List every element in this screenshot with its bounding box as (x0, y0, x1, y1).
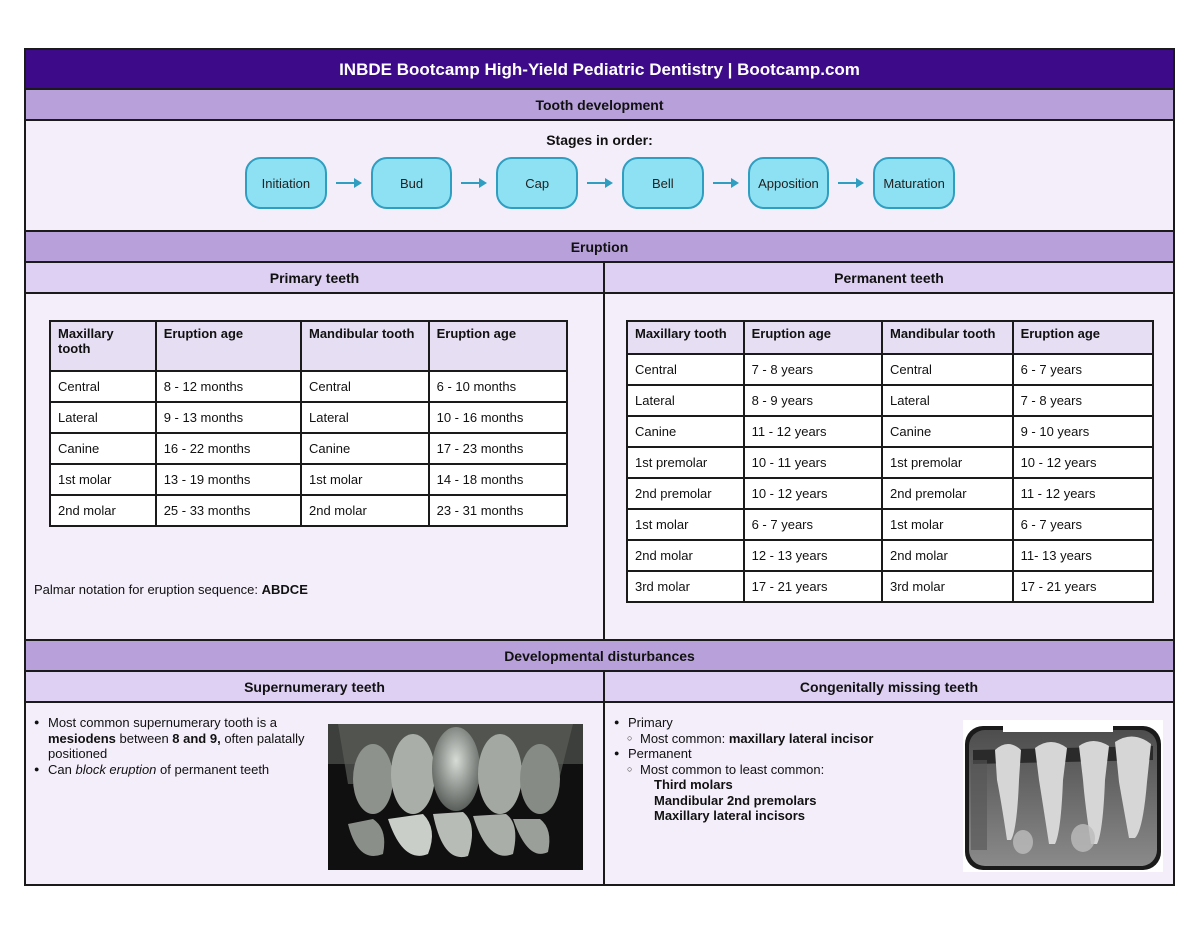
table-row (50, 402, 567, 433)
text: of permanent teeth (156, 761, 270, 777)
right-arrow-icon (327, 157, 371, 209)
column-header: Maxillary tooth (627, 321, 744, 354)
right-arrow-icon (452, 157, 496, 209)
table-cell: 1st molar (50, 464, 156, 495)
palmar-label: Palmar notation for eruption sequence: (34, 582, 262, 597)
table-cell: Canine (50, 433, 156, 464)
supernumerary-list (34, 715, 309, 777)
table-cell: 12 - 13 years (744, 540, 882, 571)
column-header: Mandibular tooth (301, 321, 429, 371)
table-row (627, 354, 1153, 385)
stage-cap: Cap (496, 157, 578, 209)
missing-order-2: Mandibular 2nd premolars (654, 792, 817, 808)
mesiodens-term: mesiodens (48, 730, 116, 746)
missing-primary-sub (614, 731, 954, 747)
table-cell: 1st premolar (882, 447, 1013, 478)
table-row (627, 478, 1153, 509)
text: between (115, 730, 173, 746)
palmar-value: ABDCE (261, 582, 308, 597)
table-cell: 1st premolar (627, 447, 744, 478)
table-cell: 10 - 16 months (429, 402, 567, 433)
missing-order-1: Third molars (654, 777, 733, 792)
column-header: Maxillary tooth (50, 321, 156, 371)
palmar-note (34, 582, 308, 597)
stage-bud: Bud (371, 157, 453, 209)
missing-teeth-header: Congenitally missing teeth (605, 672, 1173, 703)
table-cell: Canine (301, 433, 429, 464)
permanent-teeth-header: Permanent teeth (605, 263, 1173, 294)
stage-apposition: Apposition (748, 157, 830, 209)
supernumerary-header: Supernumerary teeth (26, 672, 603, 703)
table-row (627, 540, 1153, 571)
table-row (50, 371, 567, 402)
table-cell: 8 - 9 years (744, 385, 882, 416)
permanent-eruption-table (626, 320, 1154, 603)
disturbances-divider (603, 672, 605, 886)
mandibular-xray-image (963, 720, 1163, 872)
table-cell: 10 - 11 years (744, 447, 882, 478)
table-row (50, 464, 567, 495)
table-cell: 11 - 12 years (744, 416, 882, 447)
table-cell: 7 - 8 years (744, 354, 882, 385)
table-cell: 14 - 18 months (429, 464, 567, 495)
stages-label: Stages in order: (546, 132, 653, 148)
section-eruption-header: Eruption (26, 230, 1173, 263)
stage-maturation: Maturation (873, 157, 955, 209)
supernumerary-bullet-2 (34, 762, 309, 778)
table-cell: Canine (627, 416, 744, 447)
table-cell: 2nd molar (627, 540, 744, 571)
mesiodens-radiograph-image (328, 724, 583, 870)
table-cell: Lateral (301, 402, 429, 433)
table-cell: 17 - 23 months (429, 433, 567, 464)
column-header: Mandibular tooth (882, 321, 1013, 354)
text: Most common supernumerary tooth is a (48, 715, 278, 730)
table-row (50, 433, 567, 464)
table-cell: 10 - 12 years (744, 478, 882, 509)
table-cell: 6 - 10 months (429, 371, 567, 402)
section-disturbances-header: Developmental disturbances (26, 639, 1173, 672)
table-cell: 6 - 7 years (744, 509, 882, 540)
table-cell: Lateral (627, 385, 744, 416)
column-header: Eruption age (429, 321, 567, 371)
table-cell: 3rd molar (882, 571, 1013, 602)
section-tooth-development-header: Tooth development (26, 88, 1173, 121)
column-header: Eruption age (1013, 321, 1153, 354)
table-cell: 9 - 13 months (156, 402, 301, 433)
eruption-divider (603, 263, 605, 639)
table-cell: 1st molar (627, 509, 744, 540)
column-header: Eruption age (156, 321, 301, 371)
table-cell: Central (882, 354, 1013, 385)
missing-permanent-item: ● Permanent (614, 746, 954, 762)
cheat-sheet (24, 48, 1175, 886)
table-cell: 2nd premolar (882, 478, 1013, 509)
table-cell: 16 - 22 months (156, 433, 301, 464)
table-cell: Lateral (882, 385, 1013, 416)
table-cell: 2nd molar (50, 495, 156, 526)
primary-teeth-header: Primary teeth (26, 263, 603, 294)
table-cell: 9 - 10 years (1013, 416, 1153, 447)
stage-bell: Bell (622, 157, 704, 209)
table-row (627, 385, 1153, 416)
table-cell: 2nd premolar (627, 478, 744, 509)
supernumerary-bullet-1 (34, 715, 309, 762)
table-cell: 6 - 7 years (1013, 509, 1153, 540)
table-cell: 11- 13 years (1013, 540, 1153, 571)
stage-flow (245, 157, 955, 209)
tooth-numbers: 8 and 9, (172, 730, 221, 746)
stage-initiation: Initiation (245, 157, 327, 209)
table-cell: Central (50, 371, 156, 402)
text: Most common: (640, 730, 729, 746)
table-cell: 7 - 8 years (1013, 385, 1153, 416)
right-arrow-icon (578, 157, 622, 209)
table-cell: Central (627, 354, 744, 385)
column-header: Eruption age (744, 321, 882, 354)
table-row (50, 495, 567, 526)
table-cell: 2nd molar (882, 540, 1013, 571)
text: Can (48, 761, 76, 777)
table-cell: 23 - 31 months (429, 495, 567, 526)
right-arrow-icon (829, 157, 873, 209)
table-cell: 25 - 33 months (156, 495, 301, 526)
table-cell: 11 - 12 years (1013, 478, 1153, 509)
max-lateral-incisor-term: maxillary lateral incisor (728, 730, 874, 746)
table-cell: Lateral (50, 402, 156, 433)
right-arrow-icon (704, 157, 748, 209)
table-row (627, 509, 1153, 540)
table-cell: Central (301, 371, 429, 402)
table-cell: 8 - 12 months (156, 371, 301, 402)
table-cell: 3rd molar (627, 571, 744, 602)
table-cell: 1st molar (882, 509, 1013, 540)
table-cell: 2nd molar (301, 495, 429, 526)
missing-primary-item: ● Primary (614, 715, 954, 731)
table-cell: 17 - 21 years (1013, 571, 1153, 602)
table-cell: Canine (882, 416, 1013, 447)
table-cell: 6 - 7 years (1013, 354, 1153, 385)
missing-permanent-sub: ○ Most common to least common: (614, 762, 954, 778)
page-title: INBDE Bootcamp High-Yield Pediatric Dentistry | Bootcamp.com (26, 50, 1173, 90)
table-cell: 1st molar (301, 464, 429, 495)
table-cell: 13 - 19 months (156, 464, 301, 495)
table-row (627, 447, 1153, 478)
missing-teeth-list (614, 715, 954, 824)
table-row (627, 416, 1153, 447)
table-cell: 17 - 21 years (744, 571, 882, 602)
table-cell: 10 - 12 years (1013, 447, 1153, 478)
text: often palatally positioned (48, 730, 305, 761)
missing-order-3: Maxillary lateral incisors (654, 808, 806, 823)
table-row (627, 571, 1153, 602)
block-eruption-term: block eruption (75, 761, 157, 777)
primary-eruption-table (49, 320, 568, 527)
